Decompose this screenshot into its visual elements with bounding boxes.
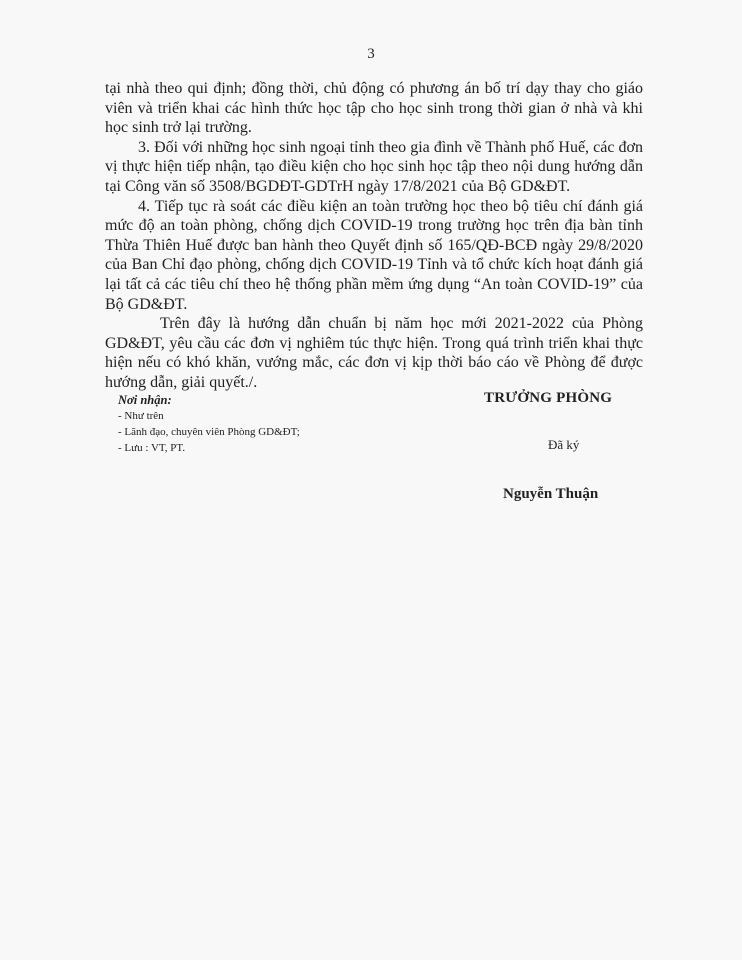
recipient-item: - Như trên — [118, 410, 164, 422]
recipients-block — [118, 393, 418, 456]
paragraph-continuation: tại nhà theo qui định; đồng thời, chủ động có phương án bố trí dạy thay cho giáo viên và triển khai các hình thức học tập cho học sinh trong thời gian ở nhà và khi học sinh trở lại trường. — [105, 80, 643, 137]
document-body — [105, 79, 643, 393]
recipient-item: - Lãnh đạo, chuyên viên Phòng GD&ĐT; — [118, 426, 300, 438]
recipients-heading: Nơi nhận: — [118, 393, 172, 407]
paragraph-item-4: 4. Tiếp tục rà soát các điều kiện an toàn trường học theo bộ tiêu chí đánh giá mức độ an toàn phòng, chống dịch COVID-19 trong trường học trên địa bàn tỉnh Thừa Thiên Huế được ban hành theo Quyết định số 165/QĐ-BCĐ ngày 29/8/2020 của Ban Chỉ đạo phòng, chống dịch COVID-19 Tỉnh và tổ chức kích hoạt đánh giá lại tất cả các tiêu chí theo hệ thống phần mềm ứng dụng “An toàn COVID-19” của Bộ GD&ĐT. — [105, 197, 643, 313]
signer-title: TRƯỞNG PHÒNG — [484, 390, 613, 406]
signer-name: Nguyễn Thuận — [503, 486, 599, 502]
paragraph-item-3: 3. Đối với những học sinh ngoại tỉnh theo gia đình về Thành phố Huế, các đơn vị thực hiện tiếp nhận, tạo điều kiện cho học sinh học tập theo nội dung hướng dẫn tại Công văn số 3508/BGDĐT-GDTrH ngày 17/8/2021 của Bộ GD&ĐT. — [105, 138, 643, 195]
signed-status: Đã ký — [548, 437, 580, 452]
page-number: 3 — [367, 46, 375, 62]
recipient-item: - Lưu : VT, PT. — [118, 442, 186, 454]
paragraph-closing: Trên đây là hướng dẫn chuẩn bị năm học mới 2021-2022 của Phòng GD&ĐT, yêu cầu các đơn vị nghiêm túc thực hiện. Trong quá trình triển khai thực hiện nếu có khó khăn, vướng mắc, các đơn vị kịp thời báo cáo về Phòng để được hướng dẫn, giải quyết./. — [105, 315, 643, 391]
